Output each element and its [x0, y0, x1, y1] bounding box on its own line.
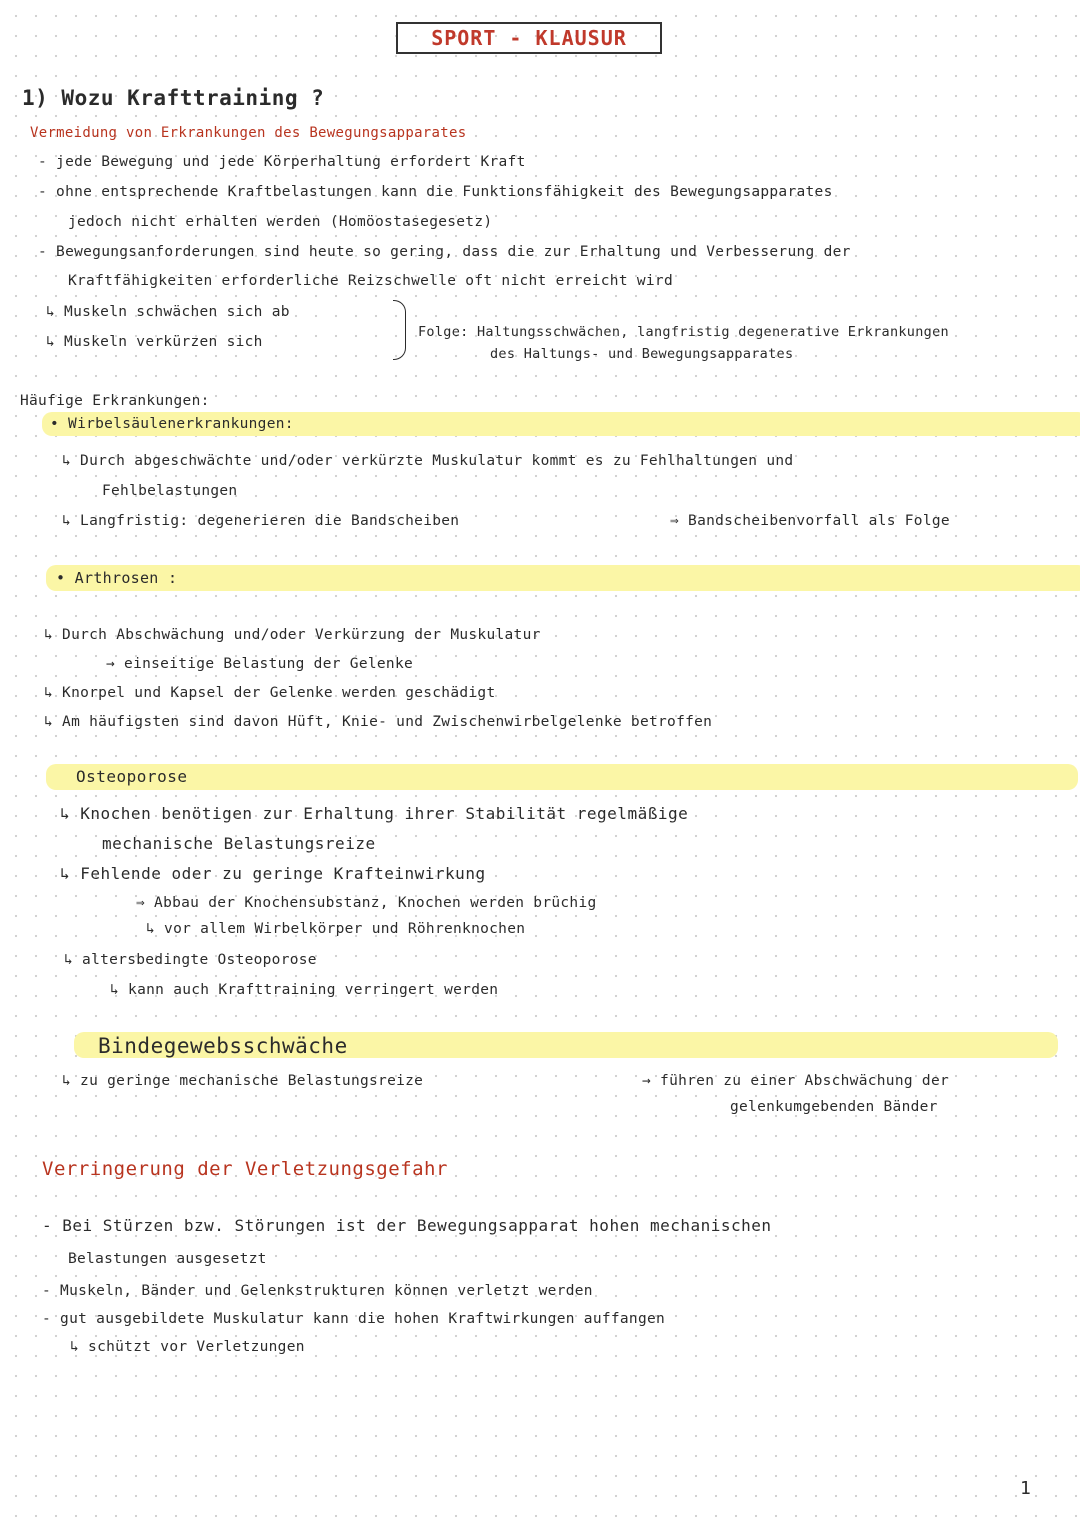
- osteo-line-4: ⇒ Abbau der Knochensubstanz, Knochen werden brüchig: [136, 895, 597, 911]
- s1-bullet-3: - Bewegungsanforderungen sind heute so gering, dass die zur Erhaltung und Verbesserung der: [38, 244, 851, 260]
- s1-bullet-2-cont: jedoch nicht erhalten werden (Homöostasegesetz): [68, 214, 493, 230]
- s2-line-4: - gut ausgebildete Muskulatur kann die hohen Kraftwirkungen auffangen: [42, 1311, 666, 1327]
- osteo-line-2: mechanische Belastungsreize: [102, 834, 376, 853]
- s1-bullet-1: - jede Bewegung und jede Körperhaltung erfordert Kraft: [38, 154, 526, 170]
- folge-line-1: Folge: Haltungsschwächen, langfristig degenerative Erkrankungen: [418, 324, 949, 340]
- wirbel-line-1: ↳ Durch abgeschwächte und/oder verkürzte Muskulatur kommt es zu Fehlhaltungen und: [62, 453, 794, 469]
- binde-line-1: ↳ zu geringe mechanische Belastungsreize: [62, 1073, 424, 1089]
- highlight-osteo: [46, 764, 1078, 790]
- s2-line-1: - Bei Stürzen bzw. Störungen ist der Bewegungsapparat hohen mechanischen: [42, 1216, 772, 1235]
- osteo-title: Osteoporose: [76, 767, 188, 786]
- wirbel-line-2: Fehlbelastungen: [102, 483, 238, 499]
- section2-heading: Verringerung der Verletzungsgefahr: [42, 1158, 448, 1180]
- s1-bullet-3-cont: Kraftfähigkeiten erforderliche Reizschwelle oft nicht erreicht wird: [68, 273, 673, 289]
- haeufige-label: Häufige Erkrankungen:: [20, 393, 210, 409]
- s1-sub-1: ↳ Muskeln schwächen sich ab: [46, 304, 290, 320]
- s1-bullet-2: - ohne entsprechende Kraftbelastungen kann die Funktionsfähigkeit des Bewegungsapparates: [38, 184, 833, 200]
- binde-line-2: gelenkumgebenden Bänder: [730, 1099, 938, 1115]
- osteo-line-7: ↳ kann auch Krafttraining verringert werden: [110, 982, 499, 998]
- binde-line-1b: → führen zu einer Abschwächung der: [642, 1073, 950, 1089]
- page-title: SPORT - KLAUSUR: [431, 26, 627, 50]
- page-number: 1: [1020, 1478, 1032, 1499]
- osteo-line-1: ↳ Knochen benötigen zur Erhaltung ihrer Stabilität regelmäßige: [60, 804, 689, 823]
- osteo-line-3: ↳ Fehlende oder zu geringe Krafteinwirkung: [60, 864, 486, 883]
- section1-heading: Vermeidung von Erkrankungen des Bewegungsapparates: [30, 125, 467, 141]
- osteo-line-5: ↳ vor allem Wirbelkörper und Röhrenknochen: [146, 921, 526, 937]
- arthrosen-line-3: ↳ Knorpel und Kapsel der Gelenke werden geschädigt: [44, 685, 496, 701]
- arthrosen-line-1: ↳ Durch Abschwächung und/oder Verkürzung der Muskulatur: [44, 627, 541, 643]
- wirbel-title: • Wirbelsäulenerkrankungen:: [50, 416, 294, 432]
- osteo-line-6: ↳ altersbedingte Osteoporose: [64, 952, 317, 968]
- arthrosen-line-2: → einseitige Belastung der Gelenke: [106, 656, 414, 672]
- arthrosen-title: • Arthrosen :: [56, 569, 178, 587]
- curly-brace: [393, 300, 406, 360]
- s1-sub-2: ↳ Muskeln verkürzen sich: [46, 334, 263, 350]
- binde-title: Bindegewebsschwäche: [98, 1034, 348, 1058]
- title-box: [396, 22, 662, 54]
- s2-line-3: - Muskeln, Bänder und Gelenkstrukturen können verletzt werden: [42, 1283, 593, 1299]
- wirbel-line-3b: ⇒ Bandscheibenvorfall als Folge: [670, 513, 950, 529]
- s2-line-5: ↳ schützt vor Verletzungen: [70, 1339, 305, 1355]
- wirbel-line-3: ↳ Langfristig: degenerieren die Bandscheiben: [62, 513, 460, 529]
- highlight-arthrosen: [46, 565, 1080, 591]
- question-heading: 1) Wozu Krafttraining ?: [22, 86, 325, 110]
- folge-line-2: des Haltungs- und Bewegungsapparates: [490, 346, 794, 362]
- arthrosen-line-4: ↳ Am häufigsten sind davon Hüft, Knie- und Zwischenwirbelgelenke betroffen: [44, 714, 713, 730]
- s2-line-2: Belastungen ausgesetzt: [68, 1251, 267, 1267]
